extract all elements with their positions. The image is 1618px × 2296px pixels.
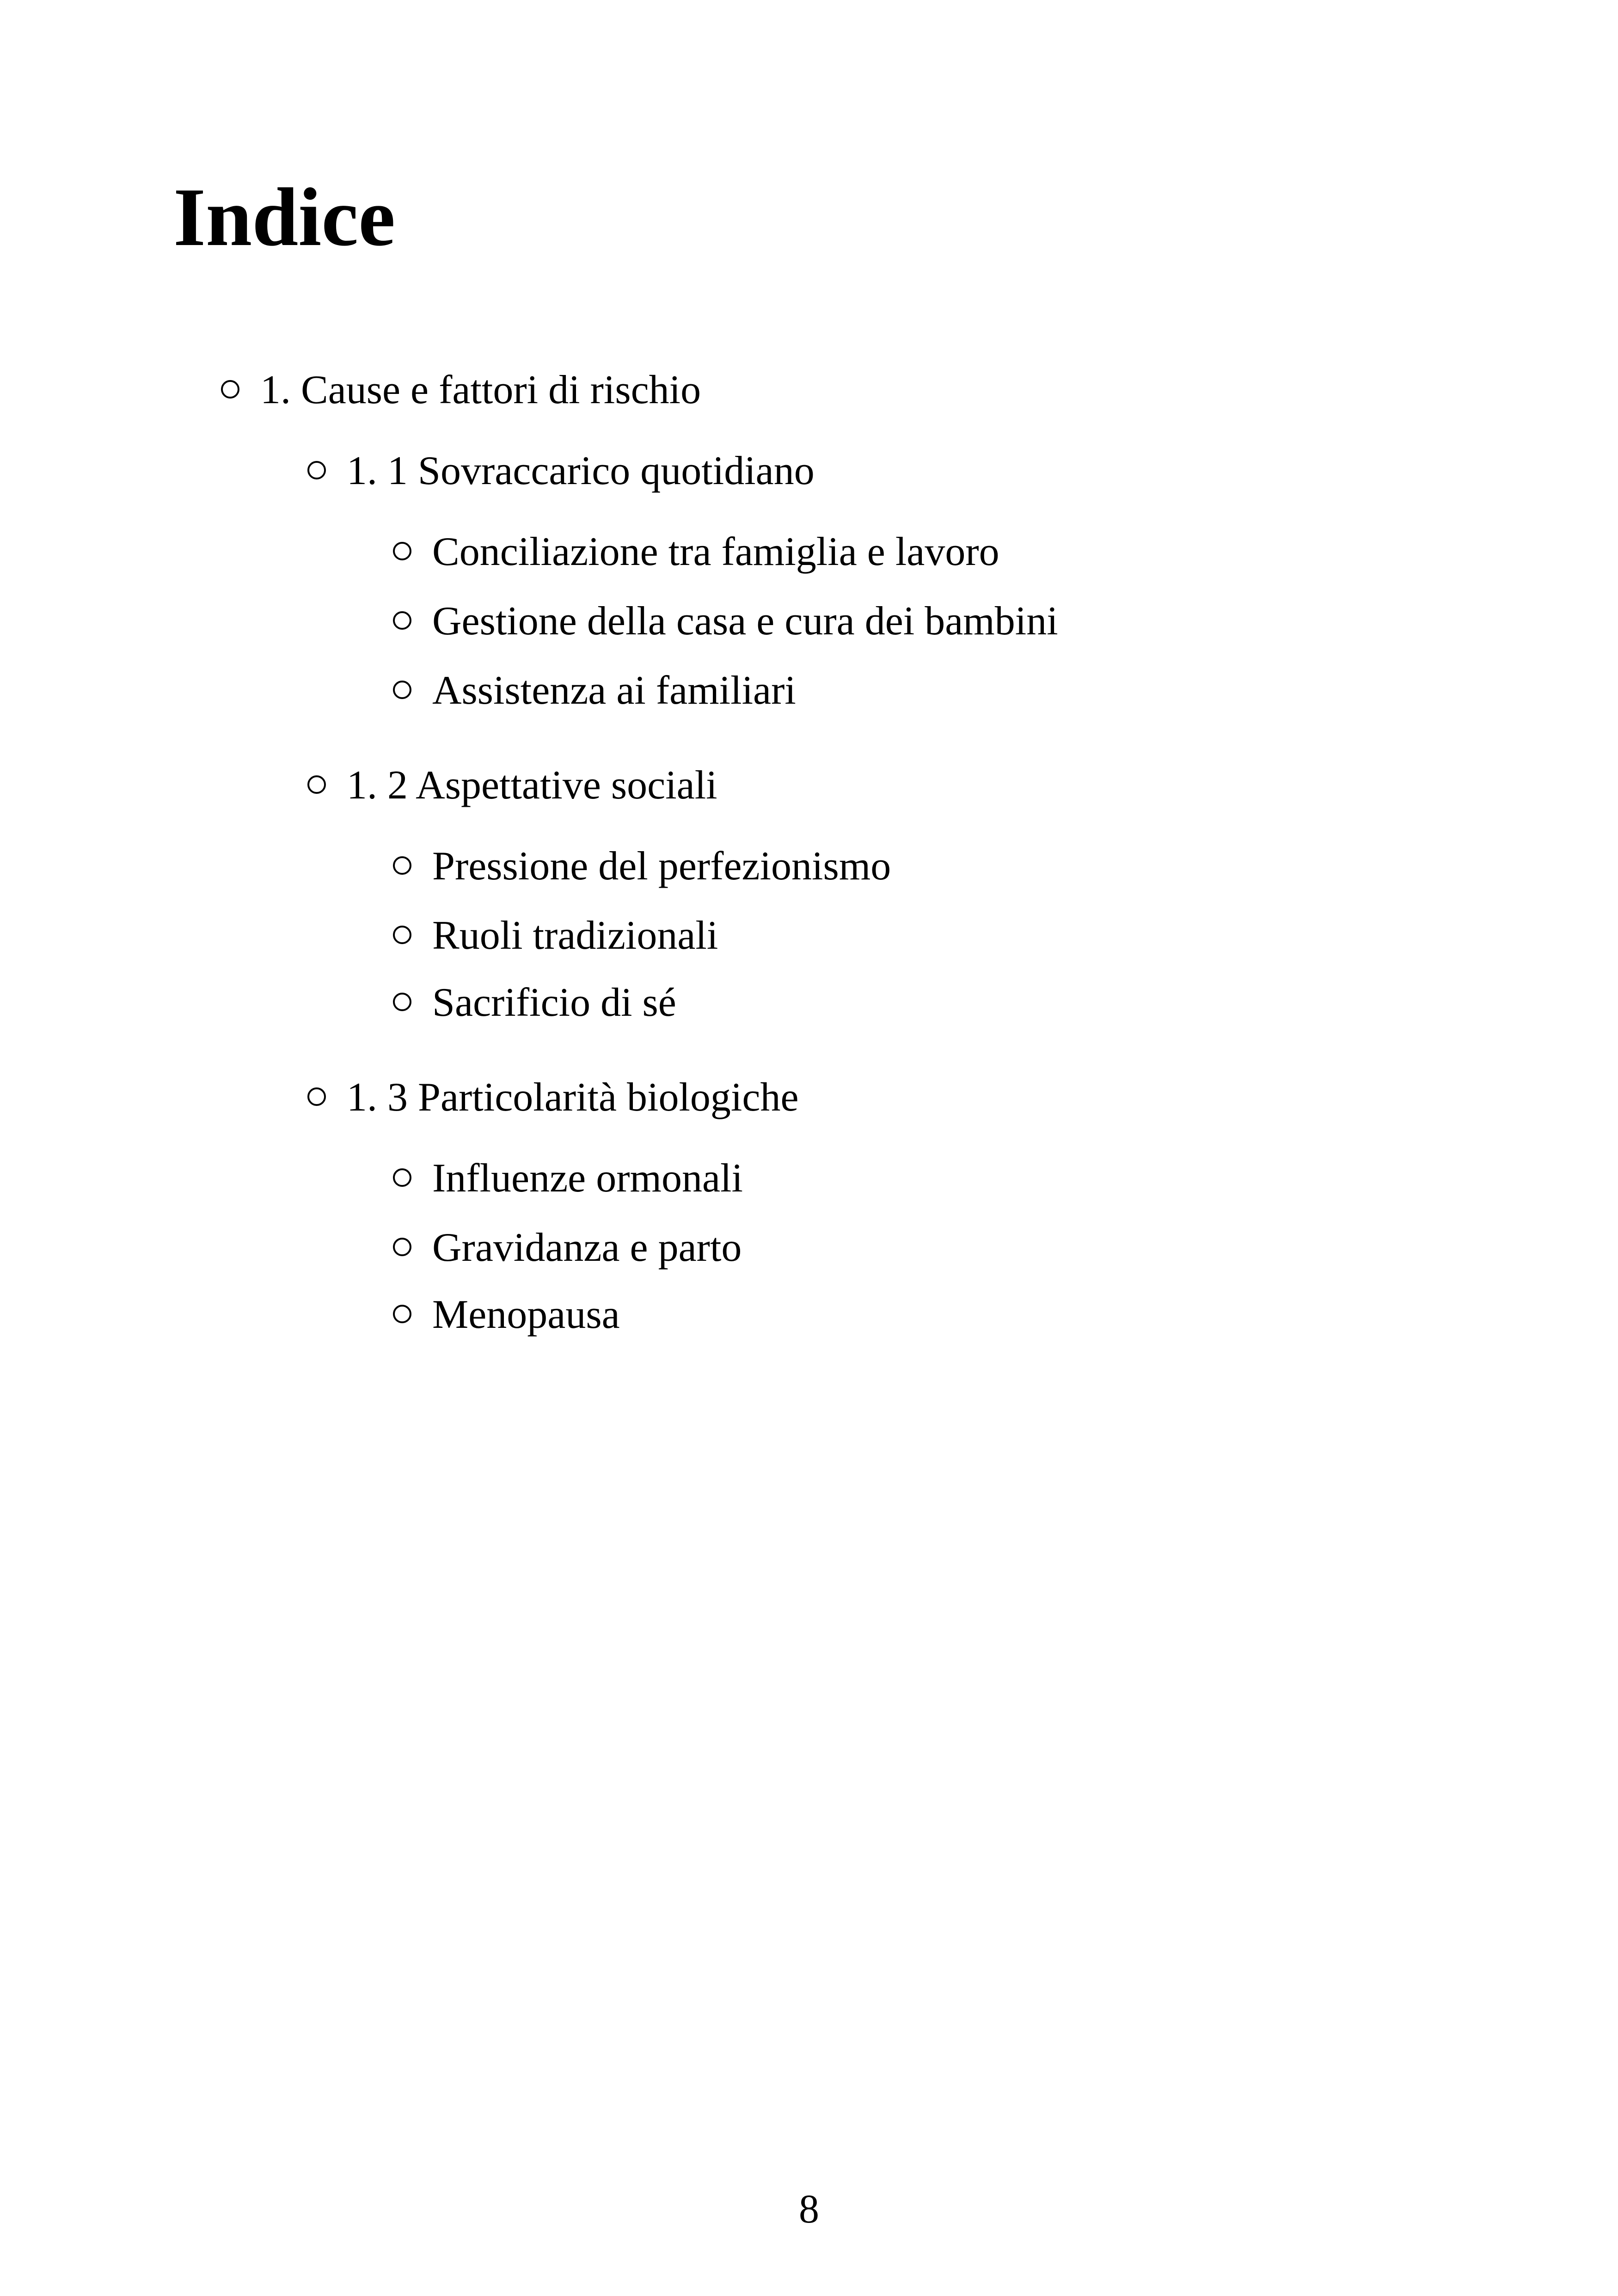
toc-subitem — [393, 601, 1058, 642]
circle-bullet-icon — [221, 380, 239, 399]
toc-subitem-label: Gravidanza e parto — [432, 1225, 742, 1270]
toc-subitem — [393, 529, 999, 574]
page-title: Indice — [173, 171, 396, 263]
page-number: 8 — [799, 2187, 819, 2232]
toc-subitem — [393, 670, 796, 711]
circle-bullet-icon — [307, 1087, 326, 1106]
circle-bullet-icon — [307, 461, 326, 479]
toc-subitem — [393, 982, 676, 1023]
circle-bullet-icon — [307, 775, 326, 794]
circle-bullet-icon — [393, 542, 411, 560]
toc-subitem — [393, 915, 718, 956]
toc-subitem-label: Assistenza ai familiari — [432, 668, 796, 713]
toc-entry-section-1-2 — [307, 765, 717, 806]
toc-entry-label: 1. Cause e fattori di rischio — [260, 368, 701, 412]
toc-entry-section-1-3 — [307, 1077, 799, 1118]
toc-entry-section-1-1 — [307, 448, 815, 493]
toc-subitem — [393, 846, 891, 887]
toc-subitem — [393, 1225, 742, 1270]
circle-bullet-icon — [393, 611, 411, 630]
toc-entry-section-1 — [221, 370, 701, 411]
toc-entry-label: 1. 2 Aspettative sociali — [347, 763, 717, 808]
toc-subitem-label: Pressione del perfezionismo — [432, 844, 891, 889]
toc-entry-label: 1. 1 Sovraccarico quotidiano — [347, 448, 815, 493]
circle-bullet-icon — [393, 1305, 411, 1323]
toc-subitem — [393, 1158, 743, 1199]
toc-subitem-label: Ruoli tradizionali — [432, 913, 718, 958]
circle-bullet-icon — [393, 1238, 411, 1256]
toc-subitem-label: Menopausa — [432, 1292, 620, 1337]
toc-subitem-label: Influenze ormonali — [432, 1156, 743, 1201]
toc-subitem-label: Gestione della casa e cura dei bambini — [432, 599, 1058, 644]
circle-bullet-icon — [393, 1168, 411, 1187]
circle-bullet-icon — [393, 856, 411, 875]
toc-entry-label: 1. 3 Particolarità biologiche — [347, 1075, 799, 1120]
circle-bullet-icon — [393, 993, 411, 1011]
toc-subitem-label: Sacrificio di sé — [432, 980, 676, 1025]
circle-bullet-icon — [393, 926, 411, 944]
toc-subitem — [393, 1292, 620, 1337]
toc-subitem-label: Conciliazione tra famiglia e lavoro — [432, 529, 999, 574]
circle-bullet-icon — [393, 681, 411, 699]
